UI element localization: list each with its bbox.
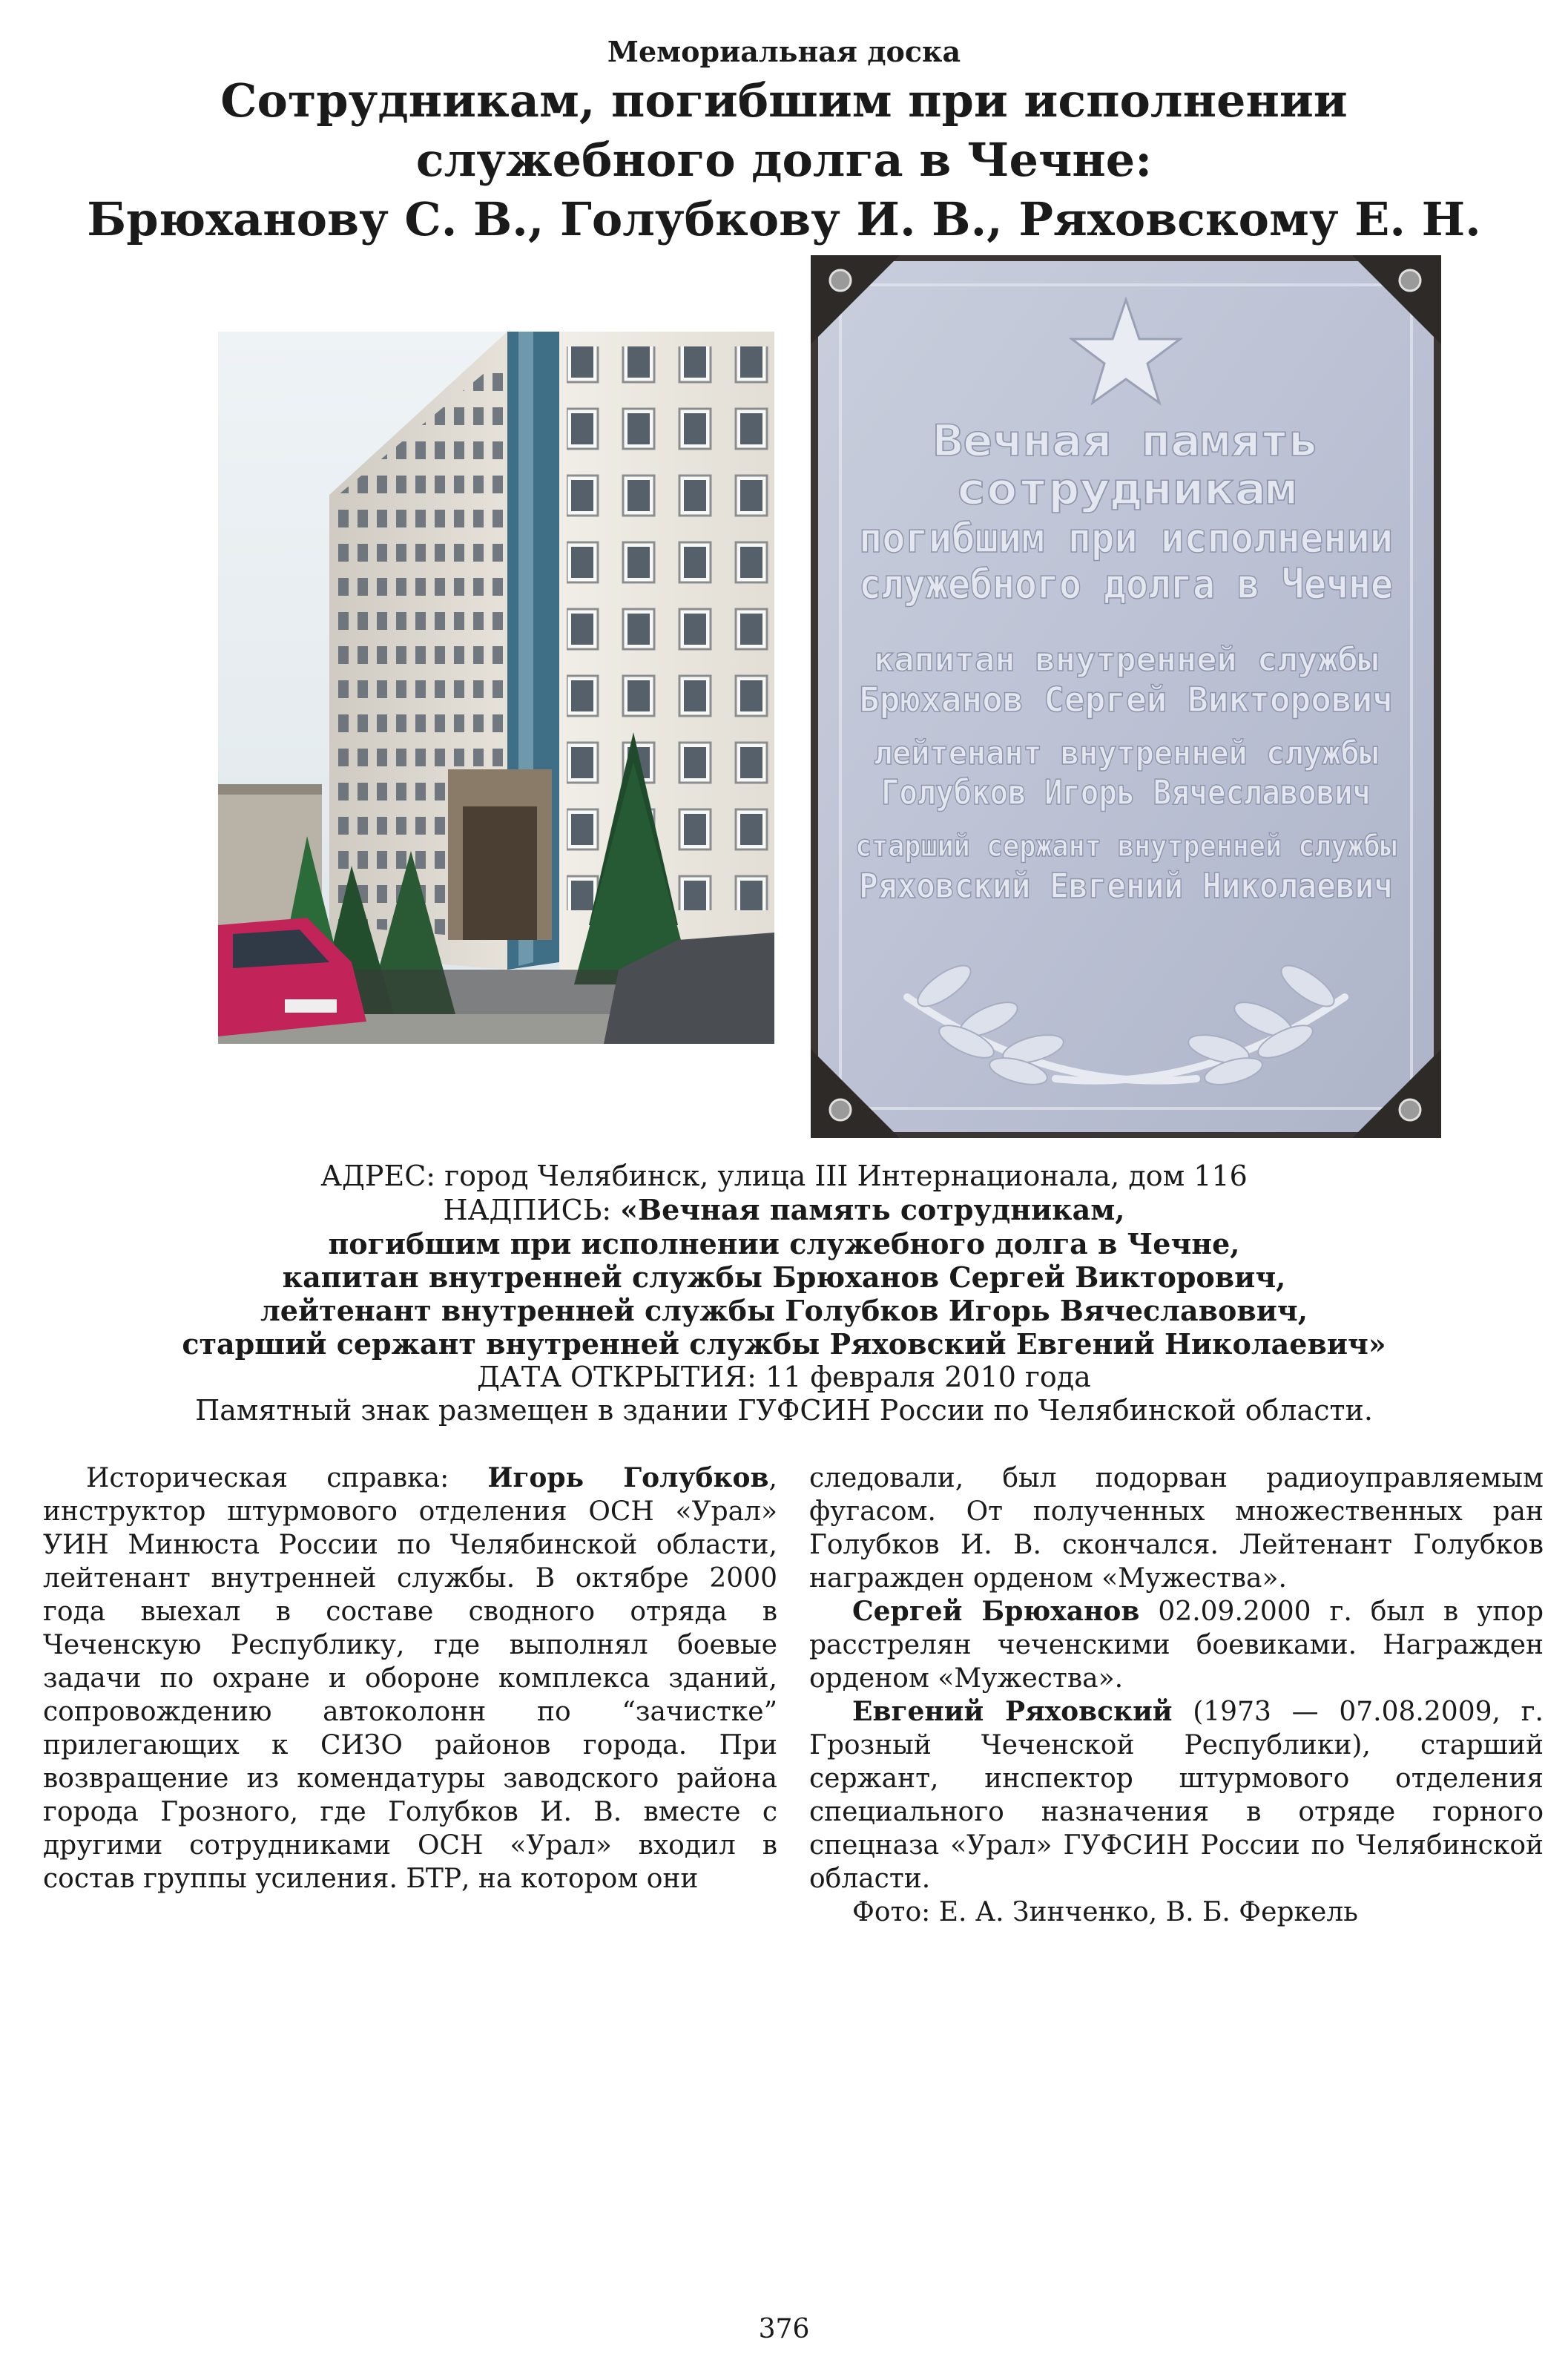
- plaque-line-5: капитан внутренней службы: [874, 641, 1378, 679]
- inscription-text-1: «Вечная память сотрудникам,: [620, 1193, 1125, 1226]
- bryukhanov-paragraph: [809, 1595, 1544, 1695]
- plaque-line-3: погибшим при исполнении: [859, 515, 1393, 562]
- plaque-line-8: Голубков Игорь Вячеславович: [881, 772, 1371, 812]
- plaque-line-6: Брюханов Сергей Викторович: [859, 680, 1393, 720]
- inscription-text-3: капитан внутренней службы Брюханов Сергей Викторович,: [282, 1260, 1286, 1294]
- address-value: город Челябинск, улица III Интернационала, дом 116: [444, 1160, 1248, 1192]
- plaque-line-4: служебного долга в Чечне: [859, 561, 1393, 608]
- person-name-bryukhanov: Сергей Брюханов: [852, 1596, 1140, 1627]
- ryakhovsky-paragraph: [809, 1695, 1544, 1896]
- body-column-right: [809, 1462, 1544, 1929]
- inscription-line-1: [0, 1193, 1568, 1227]
- plaque-line-7: лейтенант внутренней службы: [874, 734, 1378, 772]
- page-number: 376: [758, 2314, 810, 2344]
- inscription-label: НАДПИСЬ:: [443, 1194, 612, 1226]
- title-line-3: Брюханову С. В., Голубкову И. В., Ряховскому Е. Н.: [87, 192, 1481, 246]
- history-paragraph-continued: следовали, был подорван радиоуправляемым фугасом. От полученных множественных ран Голубков И. В. скончался. Лейтенант Голубков награжден орденом «Мужества».: [809, 1463, 1544, 1594]
- memorial-info: [0, 1160, 1568, 1427]
- inscription-text-5: старший сержант внутренней службы Ряховский Евгений Николаевич»: [182, 1327, 1386, 1361]
- opening-line: [0, 1361, 1568, 1394]
- plaque-photo: [811, 255, 1441, 1138]
- body-column-left: [43, 1462, 777, 1896]
- photo-credit: Фото: Е. А. Зинченко, В. Б. Феркель: [852, 1897, 1358, 1927]
- opening-value: 11 февраля 2010 года: [765, 1361, 1091, 1393]
- building-illustration: [218, 332, 774, 1044]
- plaque-line-9: старший сержант внутренней службы: [855, 829, 1397, 864]
- building-photo: [218, 332, 774, 1044]
- inscription-text-2: погибшим при исполнении служебного долга в Чечне,: [328, 1227, 1240, 1260]
- plaque-illustration: [811, 255, 1441, 1138]
- plaque-line-10: Ряховский Евгений Николаевич: [859, 866, 1393, 906]
- kicker: Мемориальная доска: [607, 35, 961, 68]
- inscription-text-4: лейтенант внутренней службы Голубков Игорь Вячеславович,: [260, 1294, 1308, 1327]
- placement-note: Памятный знак размещен в здании ГУФСИН России по Челябинской области.: [195, 1394, 1373, 1427]
- address-line: [0, 1160, 1568, 1193]
- person-name-golubkov: Игорь Голубков: [487, 1462, 769, 1493]
- opening-label: ДАТА ОТКРЫТИЯ:: [477, 1361, 757, 1393]
- title-line-1: Сотрудникам, погибшим при исполнении: [220, 73, 1348, 128]
- history-intro: Историческая справка:: [86, 1463, 488, 1493]
- history-paragraph: [43, 1462, 777, 1896]
- history-text: , инструктор штурмового отделения ОСН «Урал» УИН Минюста России по Челябинской области, лейтенант внутренней службы. В октябре 2000 года выехал в составе сводного отряда в Чеченскую Республику, где выполнял боевые задачи по охране и обороне комплекса зданий, сопровождению автоколонн по “зачистке” прилегающих к СИЗО районов города. При возвращение из комендатуры заводского района города Грозного, где Голубков И. В. вместе с другими сотрудниками ОСН «Урал» входил в состав группы усиления. БТР, на котором они: [43, 1463, 777, 1894]
- page-title: [0, 71, 1568, 249]
- bryukhanov-text: 02.09.2000 г. был в упор расстрелян чеченскими боевиками. Награжден орденом «Мужества».: [809, 1597, 1544, 1694]
- plaque-line-1: Вечная память: [933, 415, 1319, 466]
- plaque-line-2: сотрудникам: [955, 464, 1297, 514]
- person-name-ryakhovsky: Евгений Ряховский: [852, 1696, 1173, 1727]
- ryakhovsky-text: (1973 — 07.08.2009, г. Грозный Чеченской Республики), старший сержант, инспектор штурмового отделения специального назначения в отряде горного спецназа «Урал» ГУФСИН России по Челябинской области.: [809, 1697, 1544, 1894]
- title-line-2: служебного долга в Чечне:: [415, 133, 1153, 187]
- address-label: АДРЕС:: [320, 1160, 436, 1192]
